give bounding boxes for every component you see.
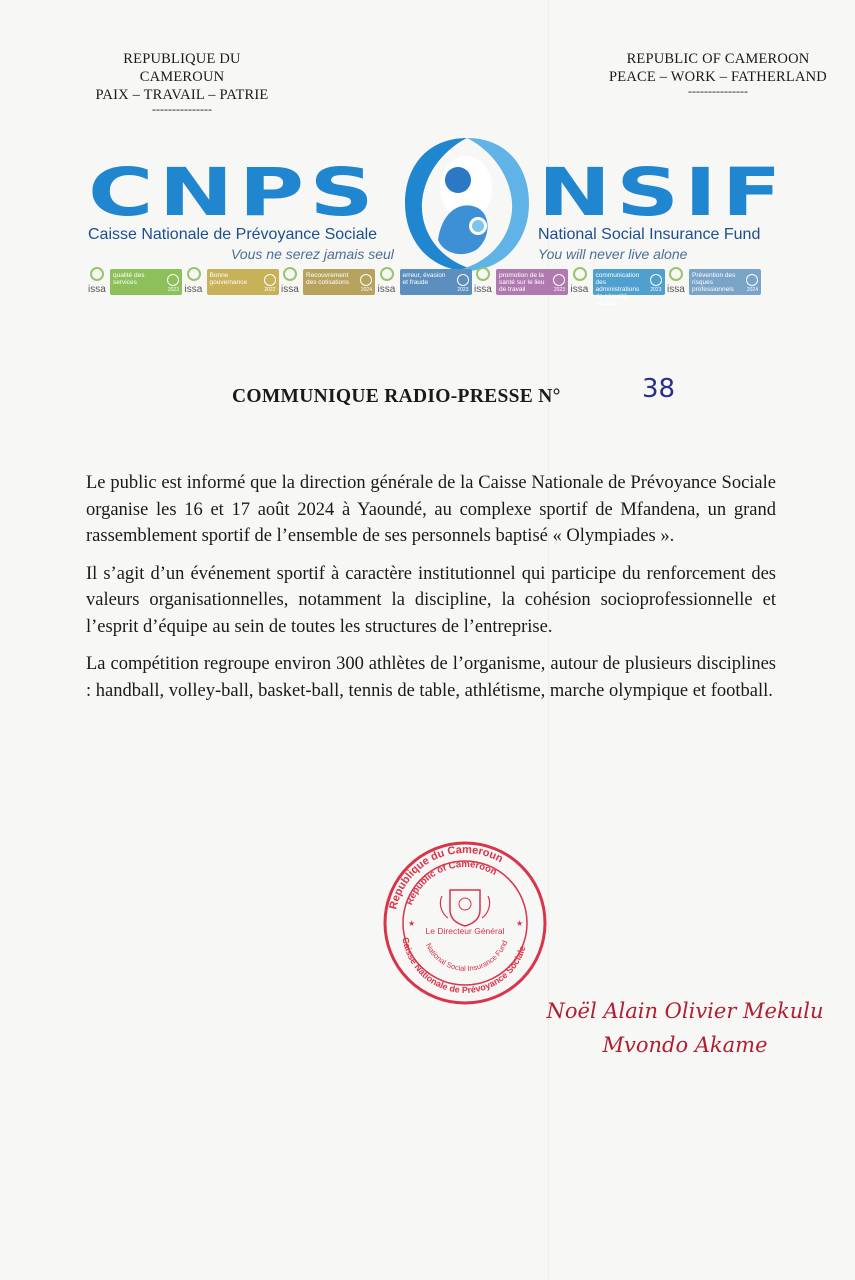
badge-box bbox=[303, 269, 375, 295]
checkmark-icon bbox=[167, 274, 179, 286]
badge-box bbox=[207, 269, 279, 295]
checkmark-icon bbox=[360, 274, 372, 286]
badge-box bbox=[593, 269, 665, 307]
checkmark-icon bbox=[746, 274, 758, 286]
stamp-bottom-text: Caisse Nationale de Prévoyance Sociale bbox=[400, 936, 528, 996]
badge-text: communication des administrations de sécurité sociale bbox=[595, 272, 640, 307]
issa-label: issa bbox=[474, 284, 492, 295]
badge-year: 2024 bbox=[746, 287, 758, 293]
communique-number: 38 bbox=[642, 374, 676, 404]
logo-nsif-tagline: You will never live alone bbox=[538, 246, 688, 262]
header-left bbox=[82, 50, 282, 114]
issa-logo-icon bbox=[283, 267, 297, 281]
stamp-mid-text: National Social Insurance Fund bbox=[423, 939, 510, 974]
signature-block bbox=[540, 994, 830, 1062]
issa-logo-icon bbox=[90, 267, 104, 281]
logo-cnps-tagline: Vous ne serez jamais seul bbox=[231, 246, 394, 262]
issa-badges-row bbox=[88, 266, 778, 307]
svg-text:National Social Insurance Fund bbox=[424, 939, 509, 973]
badge-box bbox=[689, 269, 761, 295]
issa-label: issa bbox=[570, 284, 589, 295]
checkmark-icon bbox=[264, 274, 276, 286]
header-left-line1: REPUBLIQUE DU CAMEROUN bbox=[123, 51, 241, 85]
logo-cnps bbox=[88, 154, 398, 262]
paragraph-2: Il s’agit d’un événement sportif à caractère institutionnel qui participe du renforcement des valeurs organisationnelles, notamment la discipline, la cohésion socioprofessionnelle et l’esprit d’équipe au sein de toutes les structures de l’entreprise. bbox=[86, 563, 776, 637]
header-left-dash: --------------- bbox=[152, 102, 212, 116]
badge-text: promotion de la santé sur le lieu de travail bbox=[499, 272, 545, 293]
page-title: COMMUNIQUE RADIO-PRESSE N° bbox=[232, 386, 561, 407]
issa-logo-icon bbox=[476, 267, 490, 281]
badge-year: 2023 bbox=[167, 287, 179, 293]
checkmark-icon bbox=[650, 274, 662, 286]
communique-body bbox=[86, 470, 776, 715]
logo-nsif-name: National Social Insurance Fund bbox=[538, 226, 761, 243]
header-right-dash: --------------- bbox=[688, 84, 748, 98]
logo-cnps-word: CNPS bbox=[88, 154, 380, 231]
badge-year: 2023 bbox=[553, 287, 565, 293]
badge-text: Recouvrement des cotisations bbox=[306, 272, 349, 286]
header-right-line1: REPUBLIC OF CAMEROON bbox=[626, 51, 810, 67]
family-emblem-icon bbox=[392, 130, 542, 280]
issa-label: issa bbox=[88, 284, 106, 295]
badge-text: Bonne gouvernance bbox=[209, 272, 248, 286]
stamp-star-left-icon: ★ bbox=[408, 919, 416, 928]
paragraph-1: Le public est informé que la direction générale de la Caisse Nationale de Prévoyance Sociale organise les 16 et 17 août 2024 à Yaoundé, au complexe sportif de Mfandena, un grand rassemblement sportif de l’ensemble de ses personnels baptisé « Olympiades ». bbox=[86, 473, 776, 546]
header-left-line2: PAIX – TRAVAIL – PATRIE bbox=[95, 87, 269, 103]
stamp-center-text: Le Directeur Général bbox=[425, 926, 505, 936]
badge-text: Prévention des risques professionnels bbox=[692, 272, 736, 293]
checkmark-icon bbox=[457, 274, 469, 286]
paragraph-3: La compétition regroupe environ 300 athlètes de l’organisme, autour de plusieurs disciplines : handball, volley-ball, basket-ball, tennis de table, athlétisme, marche olympique et football. bbox=[86, 654, 776, 701]
stamp-outer-text: Republique du Cameroun bbox=[387, 843, 505, 911]
checkmark-icon bbox=[553, 274, 565, 286]
official-stamp bbox=[380, 838, 550, 1008]
badge-year: 2023 bbox=[457, 287, 469, 293]
header-right bbox=[606, 50, 830, 96]
issa-logo-icon bbox=[380, 267, 394, 281]
stamp-inner-text: Republic of Cameroon bbox=[404, 858, 499, 907]
logo-nsif bbox=[538, 154, 787, 262]
signature-line1: Noël Alain Olivier Mekulu bbox=[546, 999, 824, 1023]
stamp-star-right-icon: ★ bbox=[516, 919, 524, 928]
issa-logo-icon bbox=[187, 267, 201, 281]
badge-text: qualité des services bbox=[113, 272, 145, 286]
issa-label: issa bbox=[281, 284, 299, 295]
badge-year: 2023 bbox=[650, 287, 662, 293]
badge-box bbox=[110, 269, 182, 295]
issa-logo-icon bbox=[669, 267, 683, 281]
header-right-line2: PEACE – WORK – FATHERLAND bbox=[609, 69, 827, 85]
badge-year: 2022 bbox=[264, 287, 276, 293]
badge-box bbox=[400, 269, 472, 295]
badge-text: erreur, évasion et fraude bbox=[402, 272, 446, 286]
signature-line2: Mvondo Akame bbox=[602, 1033, 768, 1057]
logo-nsif-word: NSIF bbox=[538, 154, 787, 231]
logo-cnps-name: Caisse Nationale de Prévoyance Sociale bbox=[88, 226, 378, 243]
issa-logo-icon bbox=[573, 267, 587, 281]
issa-label: issa bbox=[377, 284, 396, 295]
badge-year: 2024 bbox=[360, 287, 372, 293]
issa-label: issa bbox=[184, 284, 203, 295]
badge-box bbox=[496, 269, 568, 295]
issa-label: issa bbox=[667, 284, 685, 295]
coat-of-arms-icon bbox=[440, 890, 489, 926]
